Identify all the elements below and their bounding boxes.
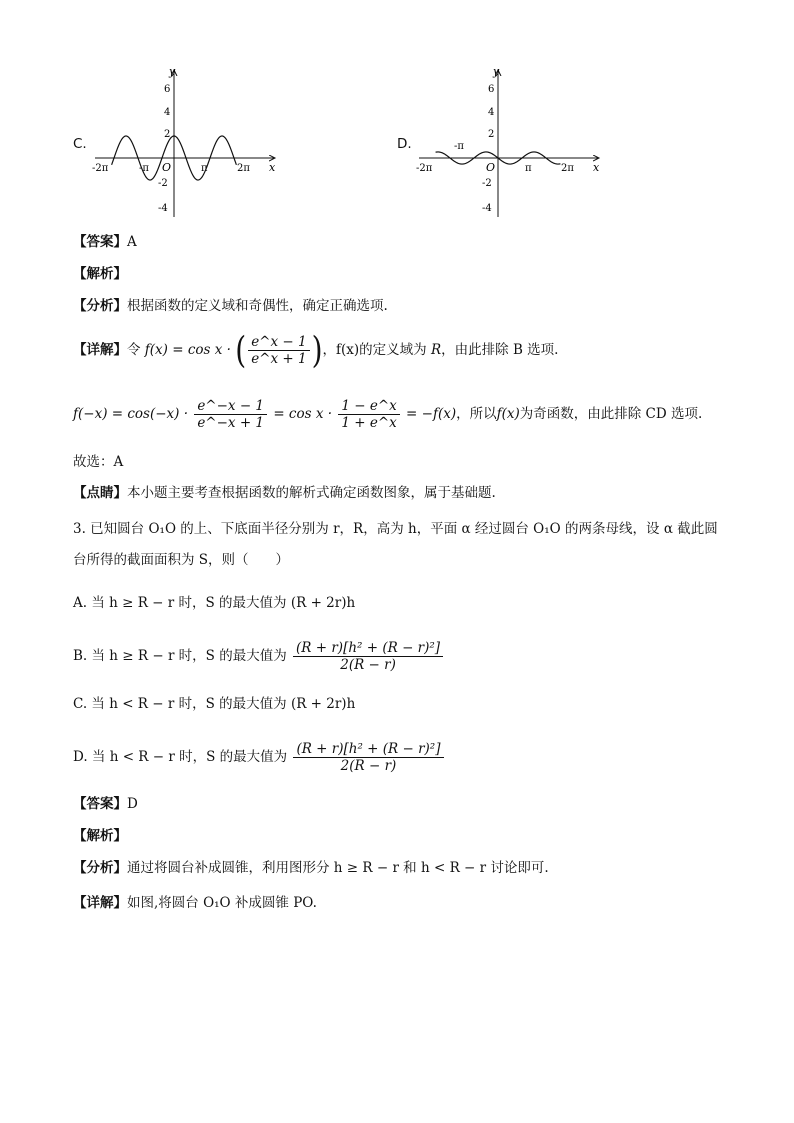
fraction-denominator: 2(R − r) <box>340 758 397 774</box>
formula-fx: f(x) = cos x · <box>144 342 231 358</box>
q3-line-1: 3. 已知圆台 O₁O 的上、下底面半径分别为 r，R，高为 h，平面 α 经过圆台 O₁O 的两条母线，设 α 截此圆 <box>73 521 718 537</box>
answer-tag: 【答案】 <box>73 234 127 250</box>
graph-c <box>90 65 290 225</box>
q3-option-b <box>73 636 445 676</box>
paren-left: ( <box>235 328 247 372</box>
answer-line <box>73 232 137 252</box>
x-tick-label: 2π <box>561 163 574 174</box>
xiangjie-pre: 令 <box>127 342 141 358</box>
y-tick-label: 2 <box>164 129 171 140</box>
option-b-text: B. 当 h ≥ R − r 时，S 的最大值为 <box>73 648 287 664</box>
formula-rhs: = −f(x) <box>406 406 457 422</box>
fraction-denominator: e^−x + 1 <box>197 415 265 431</box>
x-tick-label: -π <box>454 141 464 152</box>
xiangjie2-post2: 为奇函数，由此排除 CD 选项. <box>519 406 703 422</box>
y-tick-label: 6 <box>488 84 495 95</box>
analysis-tag: 【解析】 <box>73 828 127 844</box>
x-tick-label: π <box>201 163 208 174</box>
fraction <box>293 741 443 774</box>
formula-lhs: f(−x) = cos(−x) · <box>73 406 189 422</box>
fraction-numerator: e^−x − 1 <box>194 398 267 415</box>
xiangjie-mid: ，f(x)的定义域为 <box>322 342 427 358</box>
y-tick-label: -4 <box>482 203 492 214</box>
xiangjie2-post1: ，所以 <box>456 406 497 422</box>
origin-label: O <box>486 161 496 174</box>
x-tick-label: -2π <box>416 163 433 174</box>
x-tick-label: -π <box>139 163 149 174</box>
q3-option-d <box>73 737 446 777</box>
dianjing-tag: 【点睛】 <box>73 485 127 501</box>
fenxi-tag: 【分析】 <box>73 860 127 876</box>
xiangjie-line-2 <box>73 394 702 434</box>
xiangjie-line-3 <box>73 893 317 913</box>
fraction <box>194 398 267 431</box>
fenxi-line <box>73 296 388 316</box>
y-axis-label: y <box>169 65 176 78</box>
q3-option-c: C. 当 h < R − r 时，S 的最大值为 (R + 2r)h <box>73 696 356 712</box>
option-d-text: D. 当 h < R − r 时，S 的最大值为 <box>73 749 288 765</box>
xiangjie-post: ，由此排除 B 选项. <box>441 342 559 358</box>
y-tick-label: -2 <box>158 178 168 189</box>
y-tick-label: 2 <box>488 129 495 140</box>
paren-right: ) <box>311 328 323 372</box>
dianjing-line <box>73 483 496 503</box>
formula-fx: f(x) <box>496 406 520 422</box>
fenxi-tag: 【分析】 <box>73 298 127 314</box>
fraction-denominator: e^x + 1 <box>251 351 307 367</box>
fraction <box>293 640 443 673</box>
guxuan-line: 故选：A <box>73 454 124 470</box>
fenxi-line <box>73 858 549 878</box>
formula-eq: = cos x · <box>273 406 333 422</box>
xiangjie-text: 如图,将圆台 O₁O 补成圆锥 PO. <box>127 895 317 911</box>
fraction-denominator: 1 + e^x <box>341 415 397 431</box>
fraction-numerator: e^x − 1 <box>248 334 309 351</box>
y-tick-label: -2 <box>482 178 492 189</box>
dianjing-text: 本小题主要考查根据函数的解析式确定函数图象，属于基础题. <box>127 485 496 501</box>
fraction <box>338 398 399 431</box>
graph-d <box>414 65 614 225</box>
x-tick-label: π <box>525 163 532 174</box>
fraction-denominator: 2(R − r) <box>340 657 396 673</box>
origin-label: O <box>162 161 172 174</box>
fenxi-text: 根据函数的定义域和奇偶性，确定正确选项. <box>127 298 388 314</box>
q3-option-a: A. 当 h ≥ R − r 时，S 的最大值为 (R + 2r)h <box>73 595 356 611</box>
y-tick-label: 6 <box>164 84 171 95</box>
y-axis-label: y <box>493 65 500 78</box>
fenxi-text: 通过将圆台补成圆锥，利用图形分 h ≥ R − r 和 h < R − r 讨论即可. <box>127 860 549 876</box>
fraction-numerator: (R + r)[h² + (R − r)²] <box>293 640 443 657</box>
fraction-numerator: (R + r)[h² + (R − r)²] <box>293 741 443 758</box>
analysis-tag: 【解析】 <box>73 266 127 282</box>
y-tick-label: -4 <box>158 203 168 214</box>
fraction-numerator: 1 − e^x <box>338 398 399 415</box>
y-tick-label: 4 <box>164 107 171 118</box>
x-axis-label: x <box>593 161 600 174</box>
fraction <box>248 334 309 367</box>
q3-line-2: 台所得的截面面积为 S，则（ ） <box>73 552 290 568</box>
option-c-label: C. <box>73 136 87 152</box>
domain-r: R <box>430 342 442 358</box>
answer-tag: 【答案】 <box>73 796 127 812</box>
xiangjie-tag: 【详解】 <box>73 895 127 911</box>
x-tick-label: -2π <box>92 163 109 174</box>
option-d-label: D. <box>397 136 412 152</box>
xiangjie-line-1 <box>73 330 558 370</box>
answer-value: A <box>127 234 137 250</box>
x-tick-label: 2π <box>237 163 250 174</box>
xiangjie-tag: 【详解】 <box>73 342 127 358</box>
x-axis-label: x <box>269 161 276 174</box>
answer-line <box>73 794 138 814</box>
answer-value: D <box>127 796 138 812</box>
y-tick-label: 4 <box>488 107 495 118</box>
